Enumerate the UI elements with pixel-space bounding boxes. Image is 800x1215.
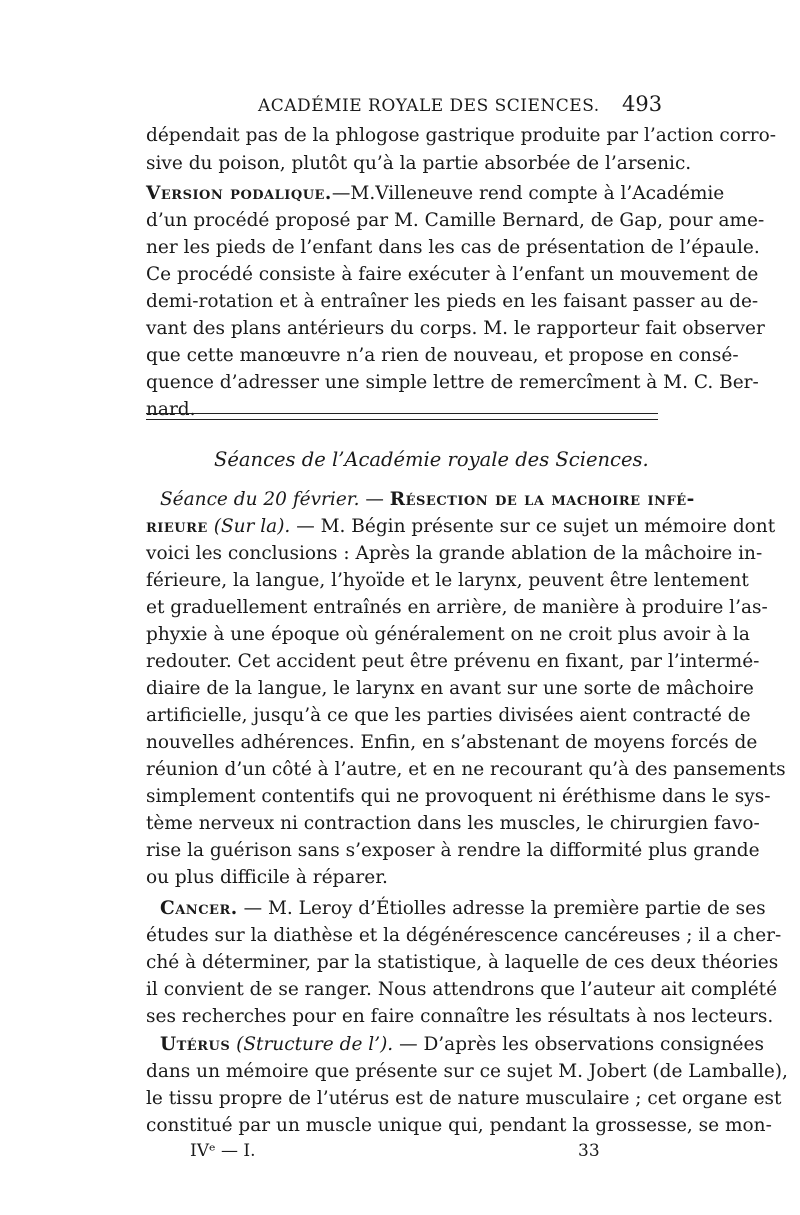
text-line: Ce procédé consiste à faire exécuter à l’enfant un mouvement de [146, 264, 759, 285]
text-line: demi-rotation et à entraîner les pieds en les faisant passer au de- [146, 291, 759, 312]
text-line: ses recherches pour en faire connaître les résultats à nos lecteurs. [146, 1006, 774, 1027]
text-line: voici les conclusions : Après la grande ablation de la mâchoire in- [146, 543, 763, 564]
text-line: sive du poison, plutôt qu’à la partie absorbée de l’arsenic. [146, 153, 692, 174]
text-line: vant des plans antérieurs du corps. M. le rapporteur fait observer [146, 318, 765, 339]
text-line: rise la guérison sans s’exposer à rendre la difformité plus grande [146, 840, 760, 861]
text-line: d’un procédé proposé par M. Camille Bernard, de Gap, pour ame- [146, 210, 765, 231]
text-line: quence d’adresser une simple lettre de remercîment à M. C. Ber- [146, 372, 759, 393]
paragraph-first-line [160, 897, 766, 921]
text-fragment: — [359, 489, 390, 510]
text-line: dépendait pas de la phlogose gastrique produite par l’action corro- [146, 125, 777, 146]
paragraph-heading: rieure [146, 516, 208, 537]
text-fragment: —M.Villeneuve rend compte à l’Académie [331, 183, 725, 204]
section-title: Séances de l’Académie royale des Sciences. [214, 448, 649, 471]
text-fragment: — D’après les observations consignées [393, 1034, 764, 1055]
paragraph-heading: Résection de la machoire infé- [389, 489, 695, 510]
text-line: et graduellement entraînés en arrière, de manière à produire l’as- [146, 597, 768, 618]
text-line: ché à déterminer, par la statistique, à laquelle de ces deux théories [146, 952, 779, 973]
paragraph-first-line [146, 182, 725, 206]
sheet-number: 33 [578, 1141, 600, 1161]
text-line: ner les pieds de l’enfant dans les cas de présentation de l’épaule. [146, 237, 760, 258]
text-line: tème nerveux ni contraction dans les muscles, le chirurgien favo- [146, 813, 760, 834]
divider-rule [146, 419, 658, 420]
text-line: nard. [146, 399, 196, 420]
text-line: phyxie à une époque où généralement on ne croit plus avoir à la [146, 624, 750, 645]
text-line: simplement contentifs qui ne provoquent ni éréthisme dans le sys- [146, 786, 771, 807]
text-line: redouter. Cet accident peut être prévenu en fixant, par l’intermé- [146, 651, 760, 672]
text-line: nouvelles adhérences. Enfin, en s’abstenant de moyens forcés de [146, 732, 758, 753]
paragraph-first-line [160, 488, 695, 512]
text-fragment: — M. Bégin présente sur ce sujet un mémoire dont [290, 516, 776, 537]
text-line: férieure, la langue, l’hyoïde et le larynx, peuvent être lentement [146, 570, 749, 591]
text-line: constitué par un muscle unique qui, pendant la grossesse, se mon- [146, 1115, 772, 1136]
text-line: dans un mémoire que présente sur ce sujet M. Jobert (de Lamballe), [146, 1061, 788, 1082]
divider-rule [146, 413, 658, 414]
signature-mark: IVᵉ — I. [190, 1141, 256, 1161]
text-line: que cette manœuvre n’a rien de nouveau, et propose en consé- [146, 345, 739, 366]
text-line: il convient de se ranger. Nous attendrons que l’auteur ait complété [146, 979, 778, 1000]
text-fragment: — M. Leroy d’Étiolles adresse la première partie de ses [237, 898, 766, 919]
heading-subtitle: (Structure de l’). [236, 1034, 394, 1055]
paragraph-first-line [160, 1033, 764, 1057]
text-line: études sur la diathèse et la dégénérescence cancéreuses ; il a cher- [146, 925, 782, 946]
heading-subtitle: (Sur la). [213, 516, 291, 537]
paragraph-heading: Utérus [160, 1034, 231, 1055]
text-line [146, 515, 776, 539]
session-date: Séance du 20 février. [160, 489, 360, 510]
text-line: diaire de la langue, le larynx en avant sur une sorte de mâchoire [146, 678, 754, 699]
page-number: 493 [622, 92, 663, 116]
text-line: ou plus difficile à réparer. [146, 867, 388, 888]
text-line: artificielle, jusqu’à ce que les parties divisées aient contracté de [146, 705, 751, 726]
paragraph-heading: Cancer. [160, 898, 238, 919]
text-line: réunion d’un côté à l’autre, et en ne recourant qu’à des pansements [146, 759, 786, 780]
paragraph-heading: Version podalique. [146, 183, 332, 204]
text-line: le tissu propre de l’utérus est de nature musculaire ; cet organe est [146, 1088, 782, 1109]
running-header: ACADÉMIE ROYALE DES SCIENCES. [258, 96, 600, 116]
